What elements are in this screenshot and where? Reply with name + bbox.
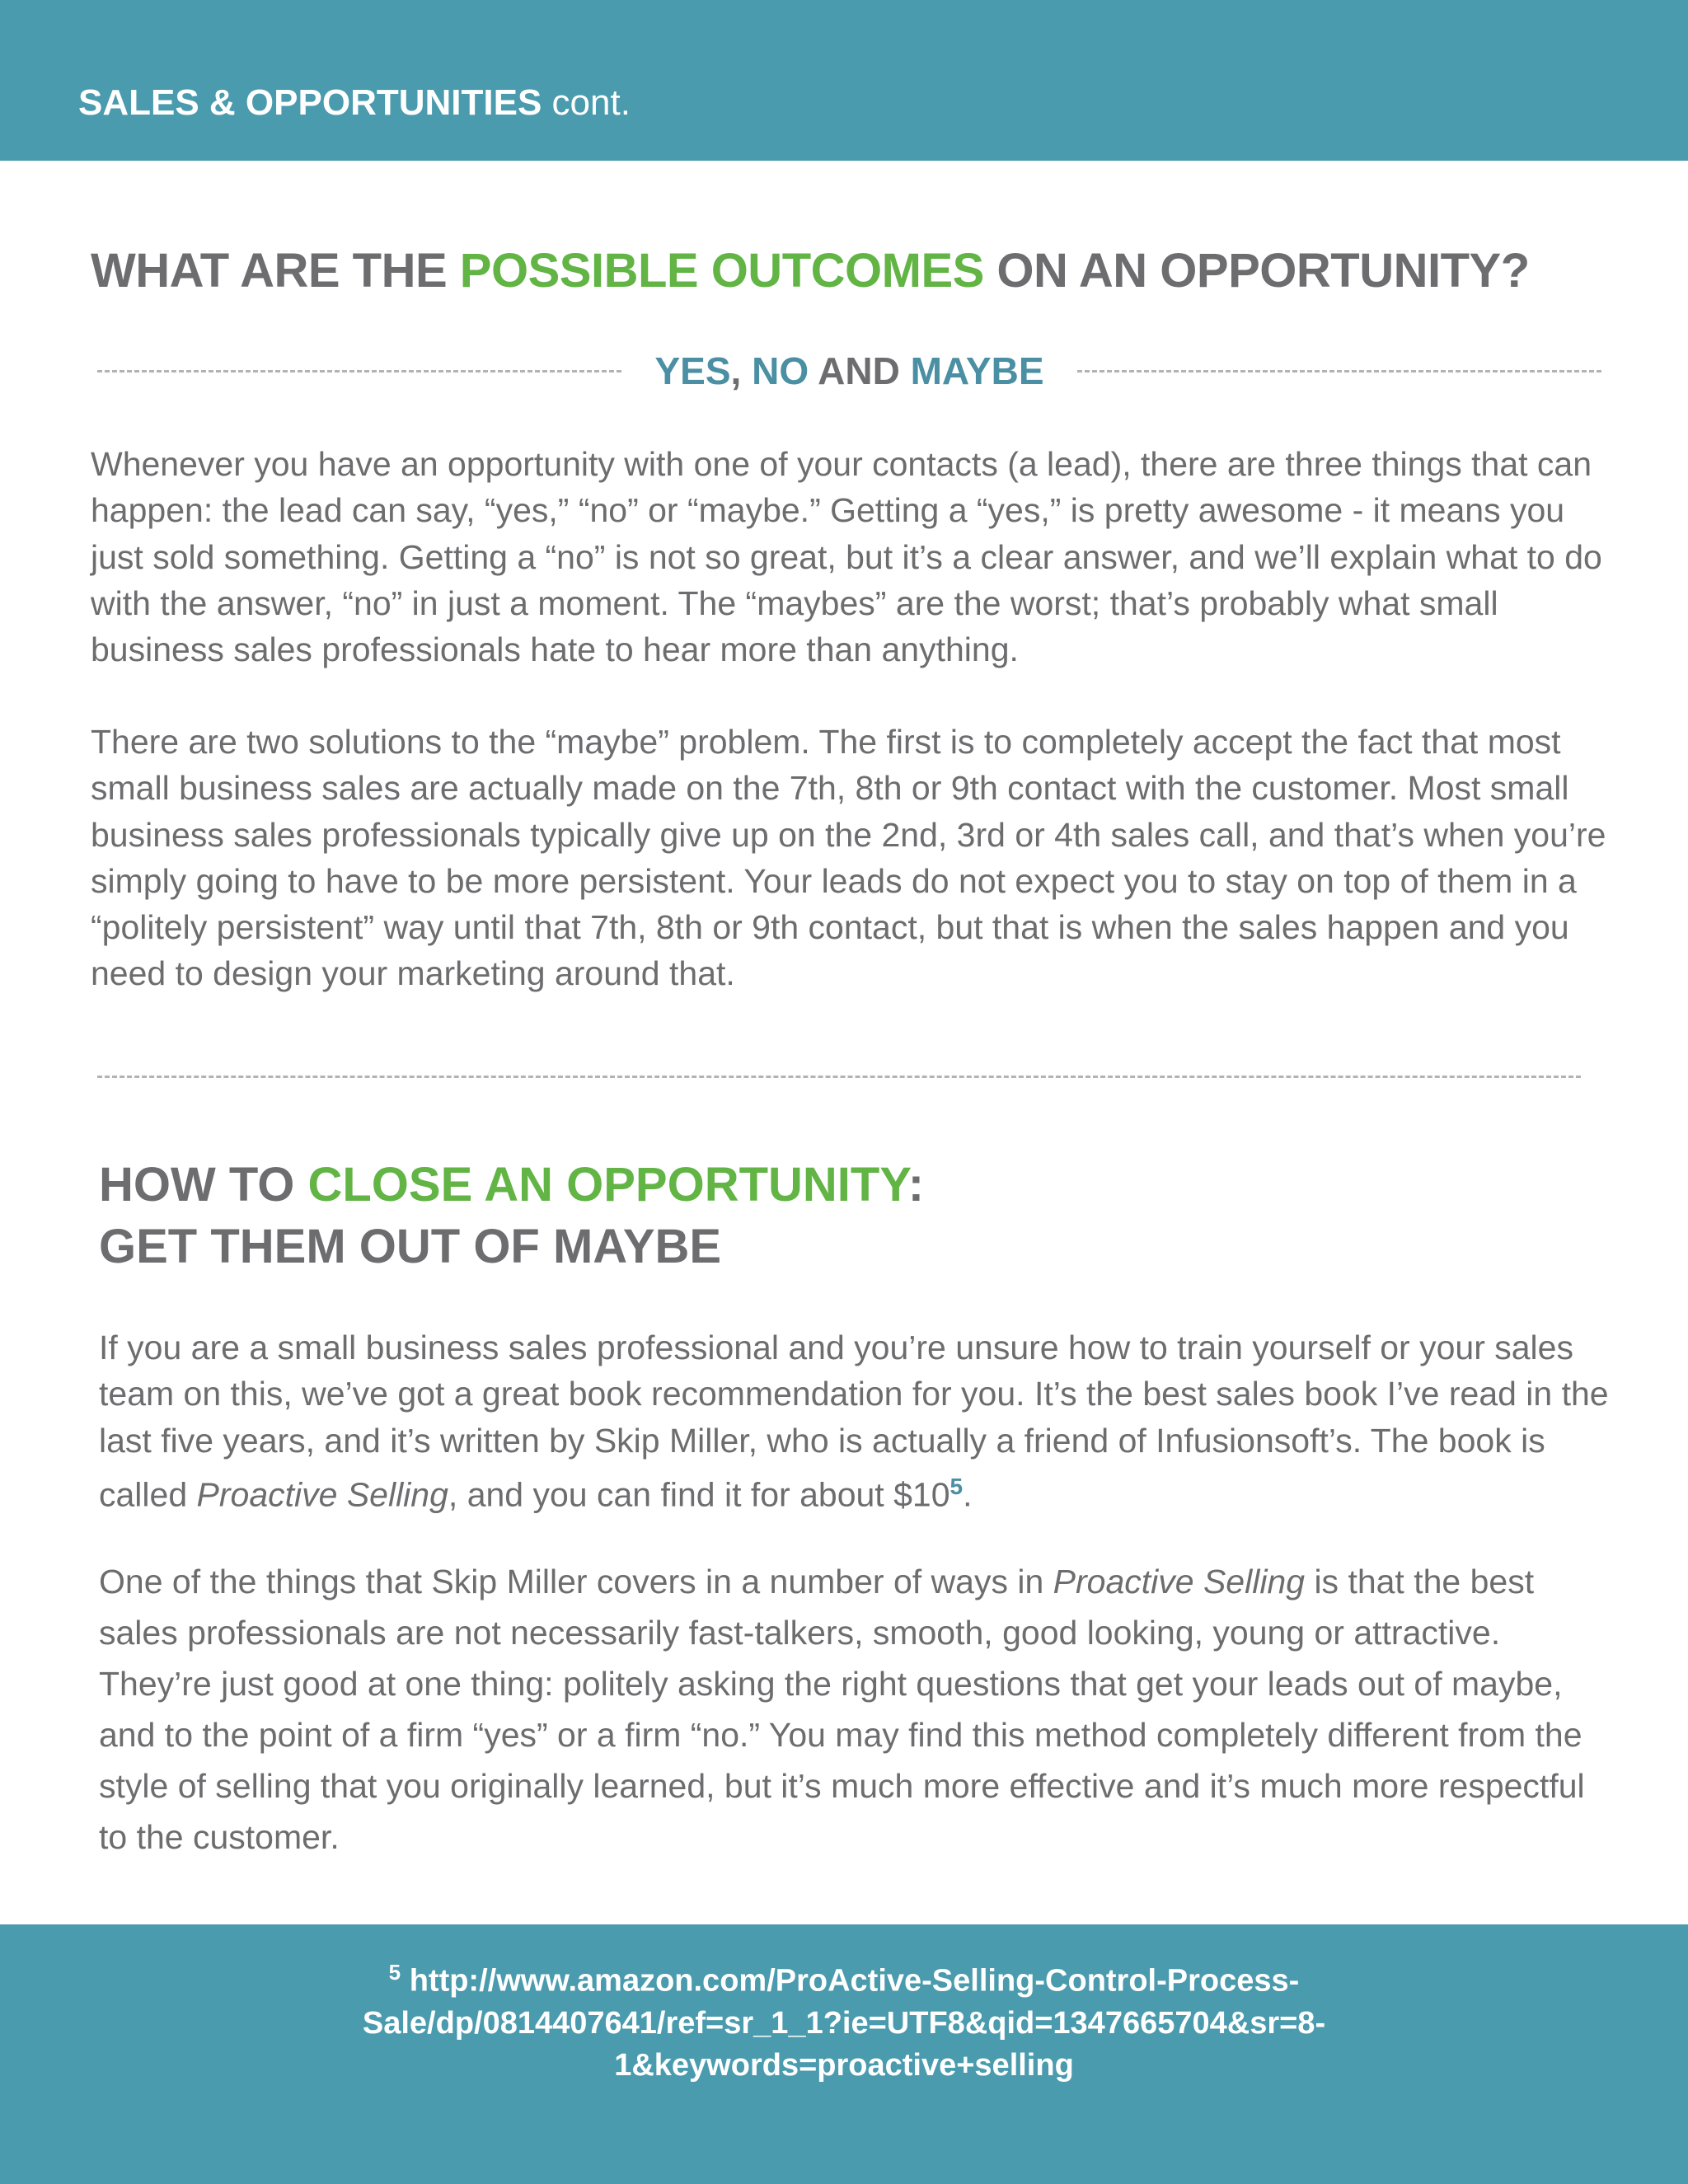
footnote-reference[interactable]: 5 (950, 1473, 964, 1499)
section2-paragraph2 (99, 1556, 1615, 1863)
header-title-rest: cont. (542, 82, 631, 123)
footnote (185, 1952, 1503, 2087)
dashed-rule-right (1077, 370, 1601, 373)
paragraph4-book-title: Proactive Selling (1053, 1563, 1306, 1601)
section2-heading-part1: HOW TO (99, 1158, 308, 1212)
paragraph3-book-title: Proactive Selling (196, 1475, 448, 1514)
section1-heading-highlight: POSSIBLE OUTCOMES (459, 244, 984, 298)
section2-paragraph1 (99, 1324, 1615, 1518)
section1-heading (91, 243, 1530, 298)
paragraph4-text-b: is that the best sales professionals are not necessarily fast-talkers, smooth, good looking, young or attractive. They’re just good at one thing: politely asking the right questions that get your leads out of maybe, and to the point of a firm “yes” or a firm “no.” You may find this method completely different from the style of selling that you originally learned, but it’s much more effective and it’s much more respectful to the customer. (99, 1563, 1585, 1856)
section2-heading (99, 1154, 924, 1277)
section2-heading-highlight: CLOSE AN OPPORTUNITY (307, 1158, 908, 1212)
dashed-rule-left (97, 370, 621, 373)
paragraph3-text-a: If you are a small business sales professional and you’re unsure how to train yourself or your sales team on this, we’ve got a great book recommendation for you. It’s the best sales book I’ve read in the last five years, and it’s written by Skip Miller, who is actually a friend of Infusionsoft’s. The book is called (99, 1329, 1609, 1514)
subheading-yes: YES (654, 349, 731, 392)
section1-heading-part1: WHAT ARE THE (91, 244, 460, 298)
section2-heading-colon: : (907, 1158, 925, 1212)
paragraph3-end: . (963, 1475, 973, 1514)
paragraph4-text-a: One of the things that Skip Miller covers in a number of ways in (99, 1563, 1053, 1601)
subheading-no: NO (752, 349, 809, 392)
header-bar (0, 0, 1688, 161)
header-title (78, 82, 631, 124)
paragraph3-text-b: , and you can find it for about $10 (448, 1475, 950, 1514)
section2-heading-line2: GET THEM OUT OF MAYBE (99, 1220, 722, 1273)
section1-paragraph2: There are two solutions to the “maybe” problem. The first is to completely accept the fact that most small business sales are actually made on the 7th, 8th or 9th contact with the customer. Most small business sales professionals typically give up on the 2nd, 3rd or 4th sales call, and that’s when you’re simply going to have to be more persistent. Your leads do not expect you to stay on top of them in a “politely persistent” way until that 7th, 8th or 9th contact, but that is when the sales happen and you need to design your marketing around that. (91, 723, 1606, 993)
footnote-link[interactable]: http://www.amazon.com/ProActive-Selling-Control-Process-Sale/dp/0814407641/ref=sr_1_1?ie=UTF8&qid=1347665704&sr=8-1&keywords=proactive+selling (362, 1963, 1326, 2083)
subheading-and: AND (809, 349, 911, 392)
section1-paragraph1: Whenever you have an opportunity with one of your contacts (a lead), there are three things that can happen: the lead can say, “yes,” “no” or “maybe.” Getting a “yes,” is pretty awesome - it means you just sold something. Getting a “no” is not so great, but it’s a clear answer, and we’ll explain what to do with the answer, “no” in just a moment. The “maybes” are the worst; that’s probably what small business sales professionals hate to hear more than anything. (91, 445, 1602, 669)
subheading-comma: , (730, 349, 753, 392)
section2-heading-line1 (99, 1154, 924, 1216)
section1-subheading (621, 349, 1076, 393)
footnote-number: 5 (388, 1960, 401, 1985)
header-title-bold: SALES & OPPORTUNITIES (78, 82, 542, 123)
section1-heading-part2: ON AN OPPORTUNITY? (983, 244, 1530, 298)
section1-subheading-row (97, 346, 1601, 396)
section-divider (97, 1076, 1581, 1078)
subheading-maybe: MAYBE (910, 349, 1044, 392)
